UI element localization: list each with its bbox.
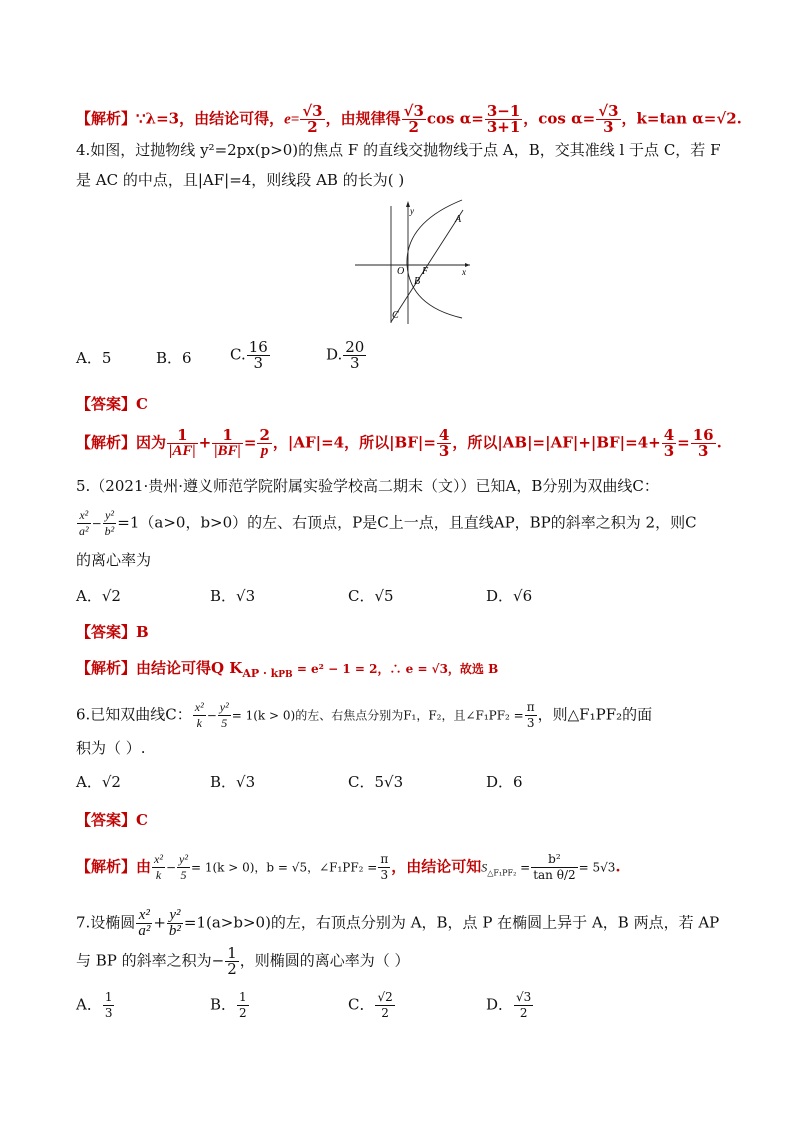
q5-stem-line1: 5.（2021·贵州·遵义师范学院附属实验学校高二期末（文））已知A，B分别为双曲线C：	[76, 477, 659, 495]
q7-option-b	[210, 990, 250, 1021]
text: = e² − 1 = 2，∴ e = √3，故选 B	[292, 662, 499, 676]
text: AP · k	[242, 667, 279, 680]
frac-den: 3	[253, 354, 264, 372]
frac-num: 16	[692, 426, 714, 444]
text: +	[153, 913, 166, 932]
q4-analysis	[76, 428, 722, 459]
analysis-label: 【解析】	[76, 109, 137, 128]
text: 由	[136, 857, 152, 876]
q5-stem-line2	[76, 508, 697, 539]
frac-num: y²	[219, 700, 229, 714]
q5-option-b: B．√3	[210, 587, 256, 605]
opt-prefix: B．	[210, 995, 237, 1014]
q7-stem-line2	[76, 946, 410, 977]
frac-num: y²	[103, 508, 117, 524]
frac-den: 2	[307, 118, 318, 136]
label-C: C	[392, 310, 399, 321]
opt-prefix: D．	[486, 995, 514, 1014]
opt-prefix: A．	[76, 995, 102, 1014]
frac-num: 20	[345, 338, 365, 356]
opt-prefix: C.	[230, 345, 246, 364]
text: ，由结论可知	[391, 857, 482, 876]
frac-num: 4	[663, 426, 675, 444]
label-B: B	[414, 276, 421, 287]
text: −	[91, 516, 102, 531]
q5-option-d: D．√6	[486, 587, 533, 605]
q4-option-d	[326, 340, 367, 371]
q5-answer	[76, 622, 149, 642]
text: =1(a>b>0)的左，右顶点分别为 A，B，点 P 在椭圆上异于 A，B 两点，若 AP	[183, 913, 720, 932]
text: =	[677, 433, 690, 452]
frac-den: 2	[239, 1006, 247, 1020]
text: =1（a>0，b>0）的左、右顶点，P是C上一点，且直线AP，BP的斜率之积为 2，则C	[117, 513, 697, 532]
label-y: y	[410, 206, 414, 216]
q3-analysis-text4: ，k=tan α=√2.	[621, 109, 742, 128]
analysis-label: 【解析】	[76, 659, 137, 677]
frac-num: √3	[302, 102, 323, 120]
parabola-figure	[350, 198, 475, 328]
text: +	[198, 433, 212, 452]
label-x: x	[462, 267, 466, 277]
q3-cos: cos α=	[426, 109, 484, 128]
text: = 5√3	[578, 860, 616, 875]
q5-option-c: C．√5	[348, 587, 394, 605]
answer-value: B	[136, 623, 149, 641]
q6-option-d: D．6	[486, 773, 523, 791]
text: 与 BP 的斜率之积为−	[76, 951, 225, 970]
frac-num: √3	[516, 990, 532, 1004]
frac-num: x²	[77, 508, 91, 524]
text: −	[165, 860, 177, 875]
frac-num: 1	[212, 428, 243, 444]
text: 由结论可得Q K	[136, 659, 243, 677]
q4-option-a: A．5	[76, 349, 112, 367]
q6-answer	[76, 810, 148, 830]
frac-den: 3	[526, 716, 535, 730]
frac-num: y²	[179, 852, 188, 866]
answer-label: 【答案】	[76, 395, 137, 413]
q7-option-c	[348, 990, 396, 1021]
text: ，则椭圆的离心率为（ ）	[239, 951, 410, 970]
text: =	[243, 433, 257, 452]
frac-den: |AF|	[169, 443, 196, 459]
q7-option-a	[76, 990, 115, 1021]
frac-num: x²	[194, 700, 204, 714]
q3-e-eq: e=	[284, 111, 300, 128]
text: = 1(k > 0)的左、右焦点分别为F₁，F₂，且∠F₁PF₂ =	[231, 708, 524, 723]
text: .	[615, 857, 621, 876]
frac-num: b²	[531, 852, 577, 868]
text: = 1(k > 0)，b = √5，∠F₁PF₂ =	[190, 860, 378, 875]
text: 6.已知双曲线C：	[76, 705, 192, 724]
frac-den: 2	[519, 1006, 528, 1020]
opt-prefix: C．	[348, 995, 375, 1014]
q5-option-a: A．√2	[76, 587, 121, 605]
parabola-curve	[407, 200, 462, 318]
text: 7.设椭圆	[76, 913, 136, 932]
frac-den: 3	[104, 1006, 113, 1020]
frac-num: 4	[438, 426, 450, 444]
q7-option-d	[486, 990, 534, 1021]
q4-answer	[76, 394, 148, 414]
frac-den: 3+1	[486, 118, 521, 136]
frac-num: 1	[239, 990, 247, 1004]
frac-den: 3	[380, 868, 389, 882]
frac-den: 3	[663, 442, 675, 460]
text: =	[516, 860, 531, 875]
frac-den: tan θ/2	[533, 868, 576, 882]
text: ，所以|AB|=|AF|+|BF|=4+	[452, 433, 661, 452]
label-O: O	[397, 266, 405, 277]
frac-num: π	[380, 852, 389, 866]
text: .	[716, 433, 722, 452]
frac-num: √3	[403, 102, 424, 120]
text: ，则△F₁PF₂的面	[537, 705, 653, 724]
frac-den: k	[155, 868, 162, 882]
frac-num: 1	[227, 944, 237, 962]
frac-num: x²	[154, 852, 163, 866]
frac-den: 2	[227, 960, 237, 978]
frac-den: p	[260, 443, 269, 459]
answer-value: C	[136, 811, 148, 829]
frac-den: b²	[168, 923, 181, 939]
q4-stem-line1: 4.如图，过抛物线 y²=2px(p>0)的焦点 F 的直线交抛物线于点 A，B，交其准线 l 于点 C，若 F	[76, 141, 721, 159]
q3-analysis	[76, 104, 742, 135]
text: ，|AF|=4，所以|BF|=	[272, 433, 436, 452]
analysis-label: 【解析】	[76, 433, 137, 452]
frac-num: 16	[248, 338, 268, 356]
frac-num: √2	[377, 990, 393, 1004]
answer-value: C	[136, 395, 148, 413]
q6-option-b: B．√3	[210, 773, 256, 791]
q6-option-c: C．5√3	[348, 773, 404, 791]
q6-stem-line2: 积为（ ）.	[76, 739, 146, 757]
q7-stem-line1	[76, 908, 719, 939]
frac-num: 1	[167, 428, 198, 444]
frac-num: y²	[167, 908, 183, 924]
frac-num: √3	[598, 102, 619, 120]
frac-den: b²	[104, 524, 115, 538]
q3-analysis-text2: ，由规律得	[325, 109, 401, 128]
q3-analysis-text: ∵λ=3，由结论可得，	[136, 109, 285, 128]
frac-den: 2	[381, 1006, 389, 1020]
q6-option-a: A．√2	[76, 773, 121, 791]
frac-den: 5	[180, 868, 187, 882]
analysis-label: 【解析】	[76, 857, 137, 876]
label-A: A	[455, 214, 462, 225]
q6-analysis	[76, 852, 621, 884]
text: S	[481, 860, 488, 875]
text: −	[206, 708, 217, 723]
q5-analysis	[76, 658, 498, 685]
frac-den: 3	[603, 118, 614, 136]
q4-option-b: B．6	[156, 349, 192, 367]
answer-label: 【答案】	[76, 623, 137, 641]
frac-den: a²	[79, 524, 89, 538]
opt-prefix: D.	[326, 345, 343, 364]
answer-label: 【答案】	[76, 811, 137, 829]
frac-den: k	[196, 716, 202, 730]
q4-option-c	[230, 340, 271, 371]
frac-den: 2	[408, 118, 419, 136]
frac-den: 3	[697, 442, 709, 460]
label-F: F	[422, 266, 429, 277]
frac-num: 3−1	[486, 102, 521, 120]
frac-num: 1	[104, 990, 113, 1004]
frac-num: π	[526, 700, 535, 714]
text: 因为	[136, 433, 167, 452]
q5-stem-line3: 的离心率为	[76, 551, 152, 569]
q4-stem-line2: 是 AC 的中点，且|AF|=4，则线段 AB 的长为( )	[76, 171, 405, 189]
text: △F₁PF₂	[487, 868, 517, 878]
frac-num: x²	[136, 908, 152, 924]
frac-den: a²	[138, 923, 151, 939]
text: PB	[278, 670, 293, 680]
frac-num: 2	[259, 426, 270, 444]
q6-stem-line1	[76, 700, 652, 731]
frac-den: |BF|	[214, 443, 241, 459]
frac-den: 3	[350, 354, 360, 372]
frac-den: 5	[221, 716, 228, 730]
q3-analysis-text3: ，cos α=	[523, 109, 596, 128]
frac-den: 3	[438, 442, 450, 460]
